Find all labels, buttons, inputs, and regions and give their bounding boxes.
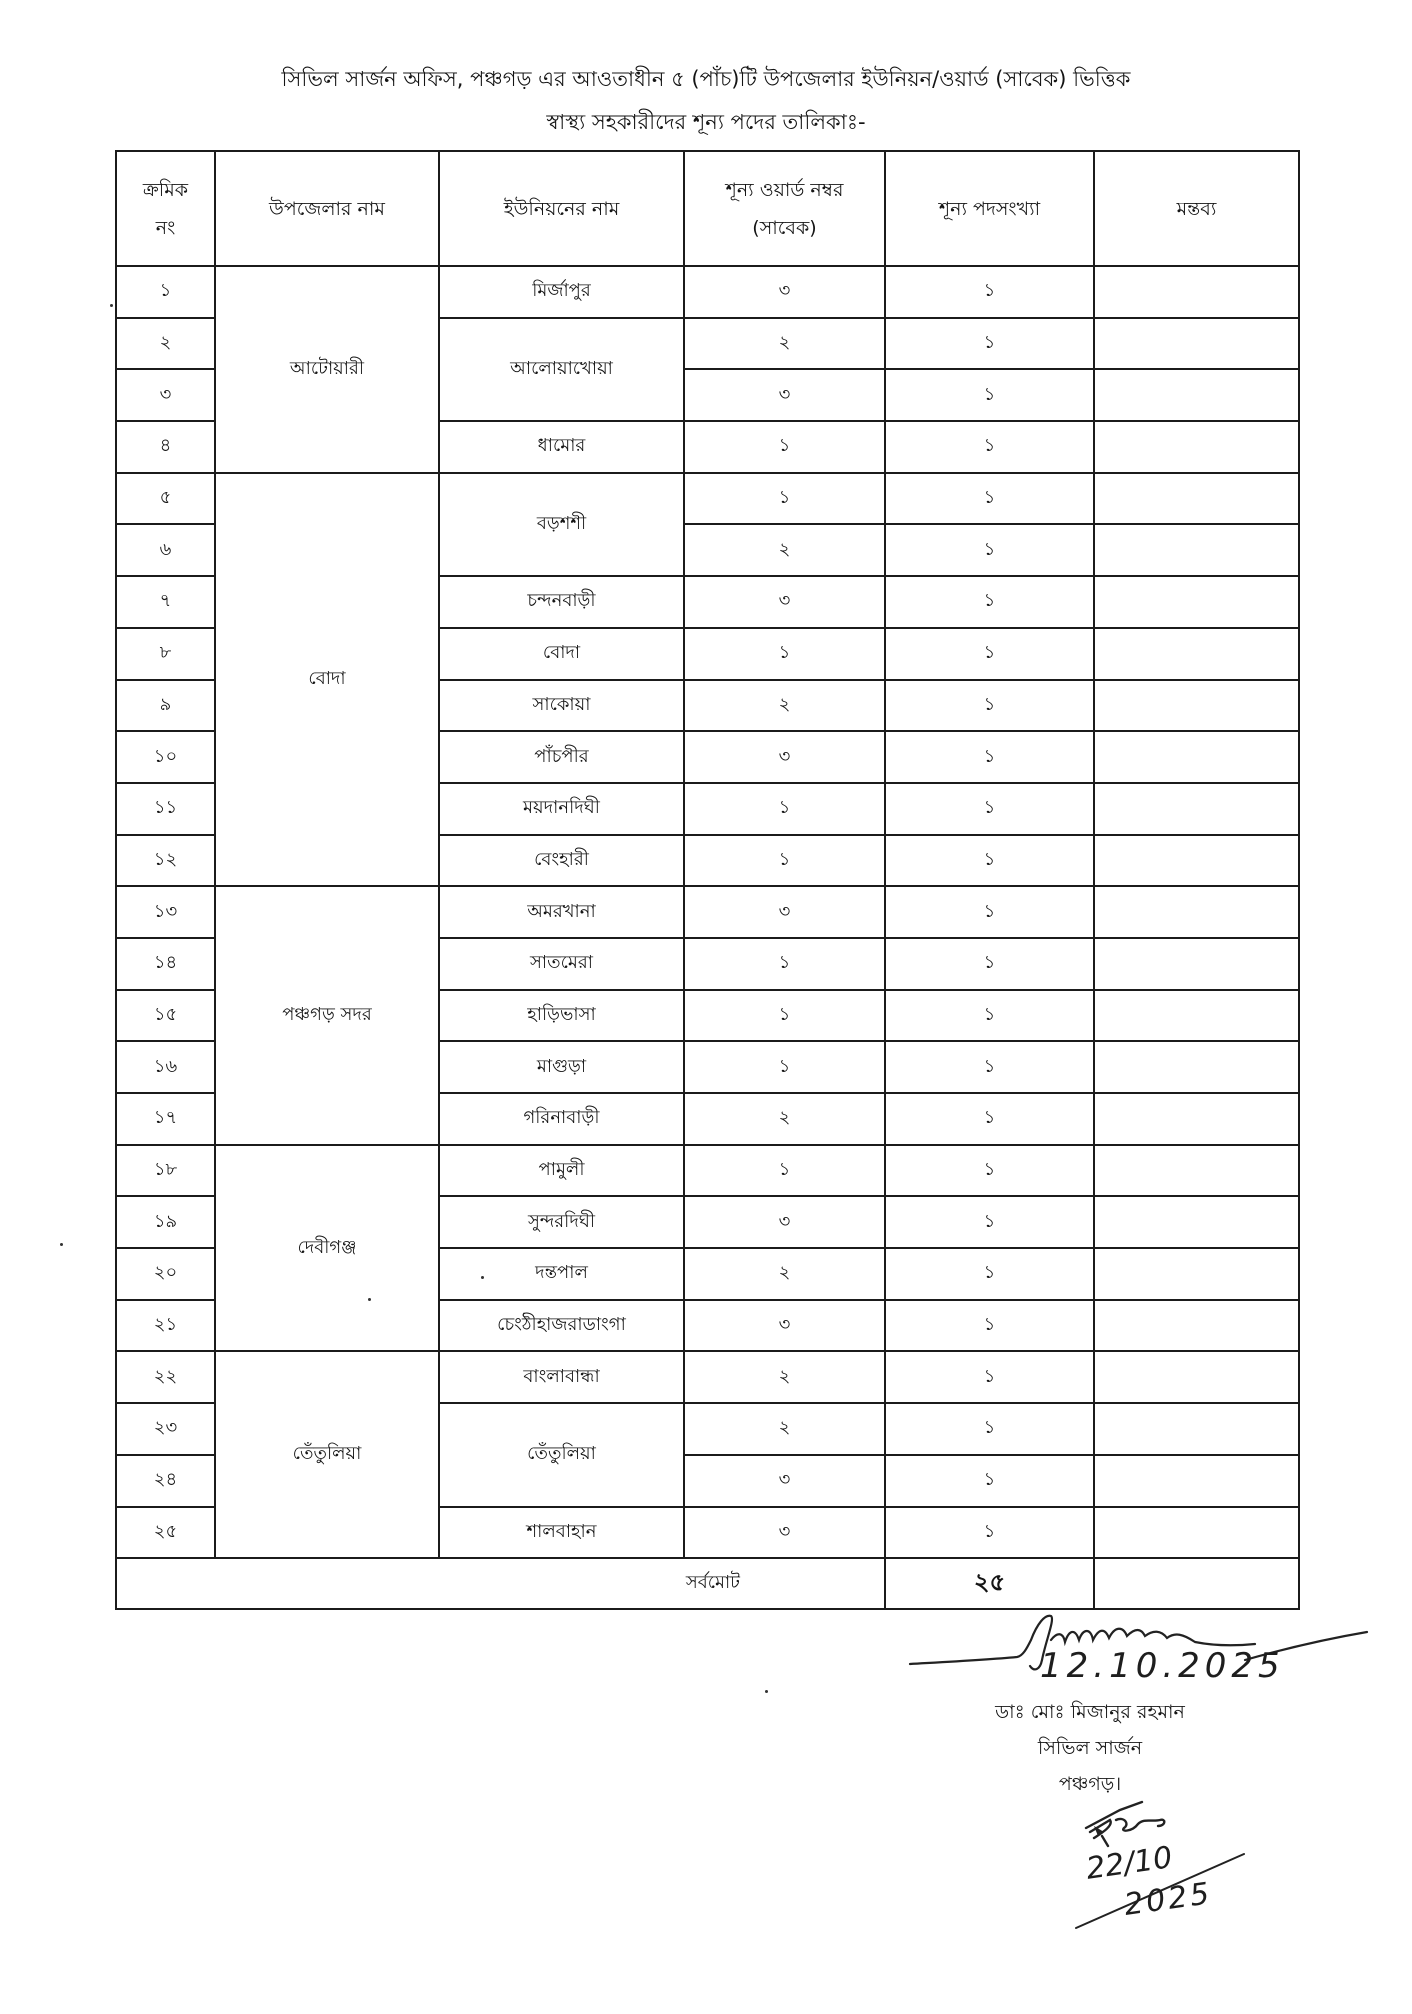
total-remarks-cell: [1094, 1558, 1299, 1609]
total-label: সর্বমোট: [116, 1558, 885, 1609]
posts-cell: ১: [885, 1093, 1094, 1145]
union-cell: মির্জাপুর: [439, 266, 684, 318]
union-cell: বেংহারী: [439, 835, 684, 887]
table-row: [116, 266, 1299, 318]
total-row: [116, 1558, 1299, 1609]
posts-cell: ১: [885, 990, 1094, 1042]
serial-cell: ১: [116, 266, 215, 318]
serial-cell: ১৪: [116, 938, 215, 990]
ward-cell: ১: [684, 1041, 885, 1093]
union-cell: বোদা: [439, 628, 684, 680]
union-cell: চেংঠীহাজরাডাংগা: [439, 1300, 684, 1352]
ward-cell: ২: [684, 1093, 885, 1145]
remarks-cell: [1094, 318, 1299, 370]
posts-cell: ১: [885, 318, 1094, 370]
posts-cell: ১: [885, 938, 1094, 990]
serial-cell: ৪: [116, 421, 215, 473]
upazila-cell: আটোয়ারী: [215, 266, 439, 473]
remarks-cell: [1094, 886, 1299, 938]
scan-speck: [368, 1298, 371, 1301]
posts-cell: ১: [885, 369, 1094, 421]
posts-cell: ১: [885, 680, 1094, 732]
vacancy-table: [115, 150, 1300, 1610]
posts-cell: ১: [885, 576, 1094, 628]
posts-cell: ১: [885, 835, 1094, 887]
remarks-cell: [1094, 1041, 1299, 1093]
signatory-block: [940, 1694, 1240, 1802]
remarks-cell: [1094, 1145, 1299, 1197]
ward-cell: ৩: [684, 369, 885, 421]
serial-cell: ৫: [116, 473, 215, 525]
ward-cell: ৩: [684, 731, 885, 783]
ward-cell: ২: [684, 1248, 885, 1300]
scan-speck: [765, 1690, 768, 1693]
ward-cell: ৩: [684, 266, 885, 318]
union-cell: গরিনাবাড়ী: [439, 1093, 684, 1145]
remarks-cell: [1094, 783, 1299, 835]
ward-cell: ৩: [684, 1196, 885, 1248]
upazila-cell: তেঁতুলিয়া: [215, 1351, 439, 1558]
remarks-cell: [1094, 1196, 1299, 1248]
posts-cell: ১: [885, 1300, 1094, 1352]
posts-cell: ১: [885, 1403, 1094, 1455]
serial-cell: ৬: [116, 524, 215, 576]
posts-cell: ১: [885, 1041, 1094, 1093]
ward-cell: ৩: [684, 1300, 885, 1352]
table-header-row: [116, 151, 1299, 266]
serial-cell: ১৮: [116, 1145, 215, 1197]
signature-date: 12.10.2025: [1040, 1646, 1285, 1686]
ward-cell: ১: [684, 938, 885, 990]
remarks-cell: [1094, 473, 1299, 525]
ward-cell: ২: [684, 318, 885, 370]
posts-cell: ১: [885, 1351, 1094, 1403]
union-cell: ধামোর: [439, 421, 684, 473]
union-cell: আলোয়াখোয়া: [439, 318, 684, 421]
ward-cell: ১: [684, 783, 885, 835]
initial-date-top: 22/10: [1083, 1840, 1175, 1887]
serial-cell: ৩: [116, 369, 215, 421]
upazila-cell: পঞ্চগড় সদর: [215, 886, 439, 1144]
scan-speck: [60, 1243, 63, 1246]
total-value: ২৫: [973, 1567, 1006, 1596]
table-row: [116, 1145, 1299, 1197]
signatory-name: ডাঃ মোঃ মিজানুর রহমান: [995, 1701, 1185, 1723]
union-cell: তেঁতুলিয়া: [439, 1403, 684, 1506]
table-row: [116, 473, 1299, 525]
union-cell: পামুলী: [439, 1145, 684, 1197]
serial-cell: ২০: [116, 1248, 215, 1300]
remarks-cell: [1094, 1248, 1299, 1300]
serial-cell: ১২: [116, 835, 215, 887]
table-body: [116, 266, 1299, 1558]
remarks-cell: [1094, 369, 1299, 421]
signatory-designation: সিভিল সার্জন: [1037, 1737, 1143, 1759]
remarks-cell: [1094, 266, 1299, 318]
posts-cell: ১: [885, 1507, 1094, 1559]
ward-cell: ২: [684, 1403, 885, 1455]
union-cell: বড়শশী: [439, 473, 684, 576]
serial-cell: ২: [116, 318, 215, 370]
upazila-cell: বোদা: [215, 473, 439, 887]
document-title: [0, 58, 1412, 144]
remarks-cell: [1094, 835, 1299, 887]
serial-cell: ২১: [116, 1300, 215, 1352]
union-cell: শালবাহান: [439, 1507, 684, 1559]
remarks-cell: [1094, 628, 1299, 680]
initial-date-bottom: 2025: [1121, 1876, 1215, 1923]
remarks-cell: [1094, 990, 1299, 1042]
posts-cell: ১: [885, 1196, 1094, 1248]
remarks-cell: [1094, 1300, 1299, 1352]
union-cell: চন্দনবাড়ী: [439, 576, 684, 628]
union-cell: অমরখানা: [439, 886, 684, 938]
serial-cell: ২৪: [116, 1455, 215, 1507]
signatory-location: পঞ্চগড়।: [1058, 1773, 1122, 1795]
title-line-2: স্বাস্থ্য সহকারীদের শূন্য পদের তালিকাঃ-: [546, 110, 866, 134]
header-posts: শূন্য পদসংখ্যা: [885, 151, 1094, 266]
ward-cell: ২: [684, 524, 885, 576]
ward-cell: ১: [684, 628, 885, 680]
table-row: [116, 886, 1299, 938]
remarks-cell: [1094, 1093, 1299, 1145]
header-ward: [684, 151, 885, 266]
union-cell: সাতমেরা: [439, 938, 684, 990]
ward-cell: ২: [684, 680, 885, 732]
ward-cell: ১: [684, 990, 885, 1042]
serial-cell: ২৫: [116, 1507, 215, 1559]
serial-cell: ১৬: [116, 1041, 215, 1093]
posts-cell: ১: [885, 266, 1094, 318]
total-value-cell: [885, 1558, 1094, 1609]
remarks-cell: [1094, 1351, 1299, 1403]
upazila-cell: দেবীগঞ্জ: [215, 1145, 439, 1352]
ward-cell: ৩: [684, 886, 885, 938]
posts-cell: ১: [885, 886, 1094, 938]
scan-speck: [481, 1276, 484, 1279]
union-cell: সুন্দরদিঘী: [439, 1196, 684, 1248]
remarks-cell: [1094, 1507, 1299, 1559]
serial-cell: ১৯: [116, 1196, 215, 1248]
posts-cell: ১: [885, 421, 1094, 473]
posts-cell: ১: [885, 628, 1094, 680]
remarks-cell: [1094, 938, 1299, 990]
ward-cell: ৩: [684, 576, 885, 628]
header-upazila: উপজেলার নাম: [215, 151, 439, 266]
serial-cell: ৭: [116, 576, 215, 628]
serial-cell: ৯: [116, 680, 215, 732]
header-ward-line-1: শূন্য ওয়ার্ড নম্বর: [725, 178, 844, 201]
serial-cell: ১০: [116, 731, 215, 783]
union-cell: বাংলাবান্ধা: [439, 1351, 684, 1403]
handwritten-initial-date: [1072, 1840, 1252, 1935]
ward-cell: ৩: [684, 1507, 885, 1559]
posts-cell: ১: [885, 1145, 1094, 1197]
union-cell: পাঁচপীর: [439, 731, 684, 783]
ward-cell: ১: [684, 421, 885, 473]
remarks-cell: [1094, 680, 1299, 732]
union-cell: মাগুড়া: [439, 1041, 684, 1093]
header-serial: [116, 151, 215, 266]
union-cell: হাড়িভাসা: [439, 990, 684, 1042]
serial-cell: ১৫: [116, 990, 215, 1042]
ward-cell: ৩: [684, 1455, 885, 1507]
serial-cell: ২২: [116, 1351, 215, 1403]
serial-cell: ১১: [116, 783, 215, 835]
posts-cell: ১: [885, 731, 1094, 783]
union-cell: সাকোয়া: [439, 680, 684, 732]
header-ward-line-2: (সাবেক): [752, 216, 817, 239]
header-union: ইউনিয়নের নাম: [439, 151, 684, 266]
serial-cell: ৮: [116, 628, 215, 680]
posts-cell: ১: [885, 1248, 1094, 1300]
ward-cell: ১: [684, 835, 885, 887]
ward-cell: ১: [684, 1145, 885, 1197]
header-remarks: মন্তব্য: [1094, 151, 1299, 266]
serial-cell: ১৭: [116, 1093, 215, 1145]
posts-cell: ১: [885, 1455, 1094, 1507]
serial-cell: ১৩: [116, 886, 215, 938]
title-line-1: সিভিল সার্জন অফিস, পঞ্চগড় এর আওতাধীন ৫ (পাঁচ)টি উপজেলার ইউনিয়ন/ওয়ার্ড (সাবেক) ভিত্তিক: [281, 67, 1131, 91]
serial-cell: ২৩: [116, 1403, 215, 1455]
scan-speck: [110, 304, 113, 307]
posts-cell: ১: [885, 524, 1094, 576]
table-row: [116, 1351, 1299, 1403]
remarks-cell: [1094, 731, 1299, 783]
remarks-cell: [1094, 524, 1299, 576]
header-serial-line-1: ক্রমিক: [142, 178, 189, 201]
ward-cell: ১: [684, 473, 885, 525]
union-cell: দন্তপাল: [439, 1248, 684, 1300]
posts-cell: ১: [885, 473, 1094, 525]
remarks-cell: [1094, 1403, 1299, 1455]
union-cell: ময়দানদিঘী: [439, 783, 684, 835]
remarks-cell: [1094, 576, 1299, 628]
remarks-cell: [1094, 421, 1299, 473]
posts-cell: ১: [885, 783, 1094, 835]
remarks-cell: [1094, 1455, 1299, 1507]
ward-cell: ২: [684, 1351, 885, 1403]
header-serial-line-2: নং: [155, 216, 176, 239]
